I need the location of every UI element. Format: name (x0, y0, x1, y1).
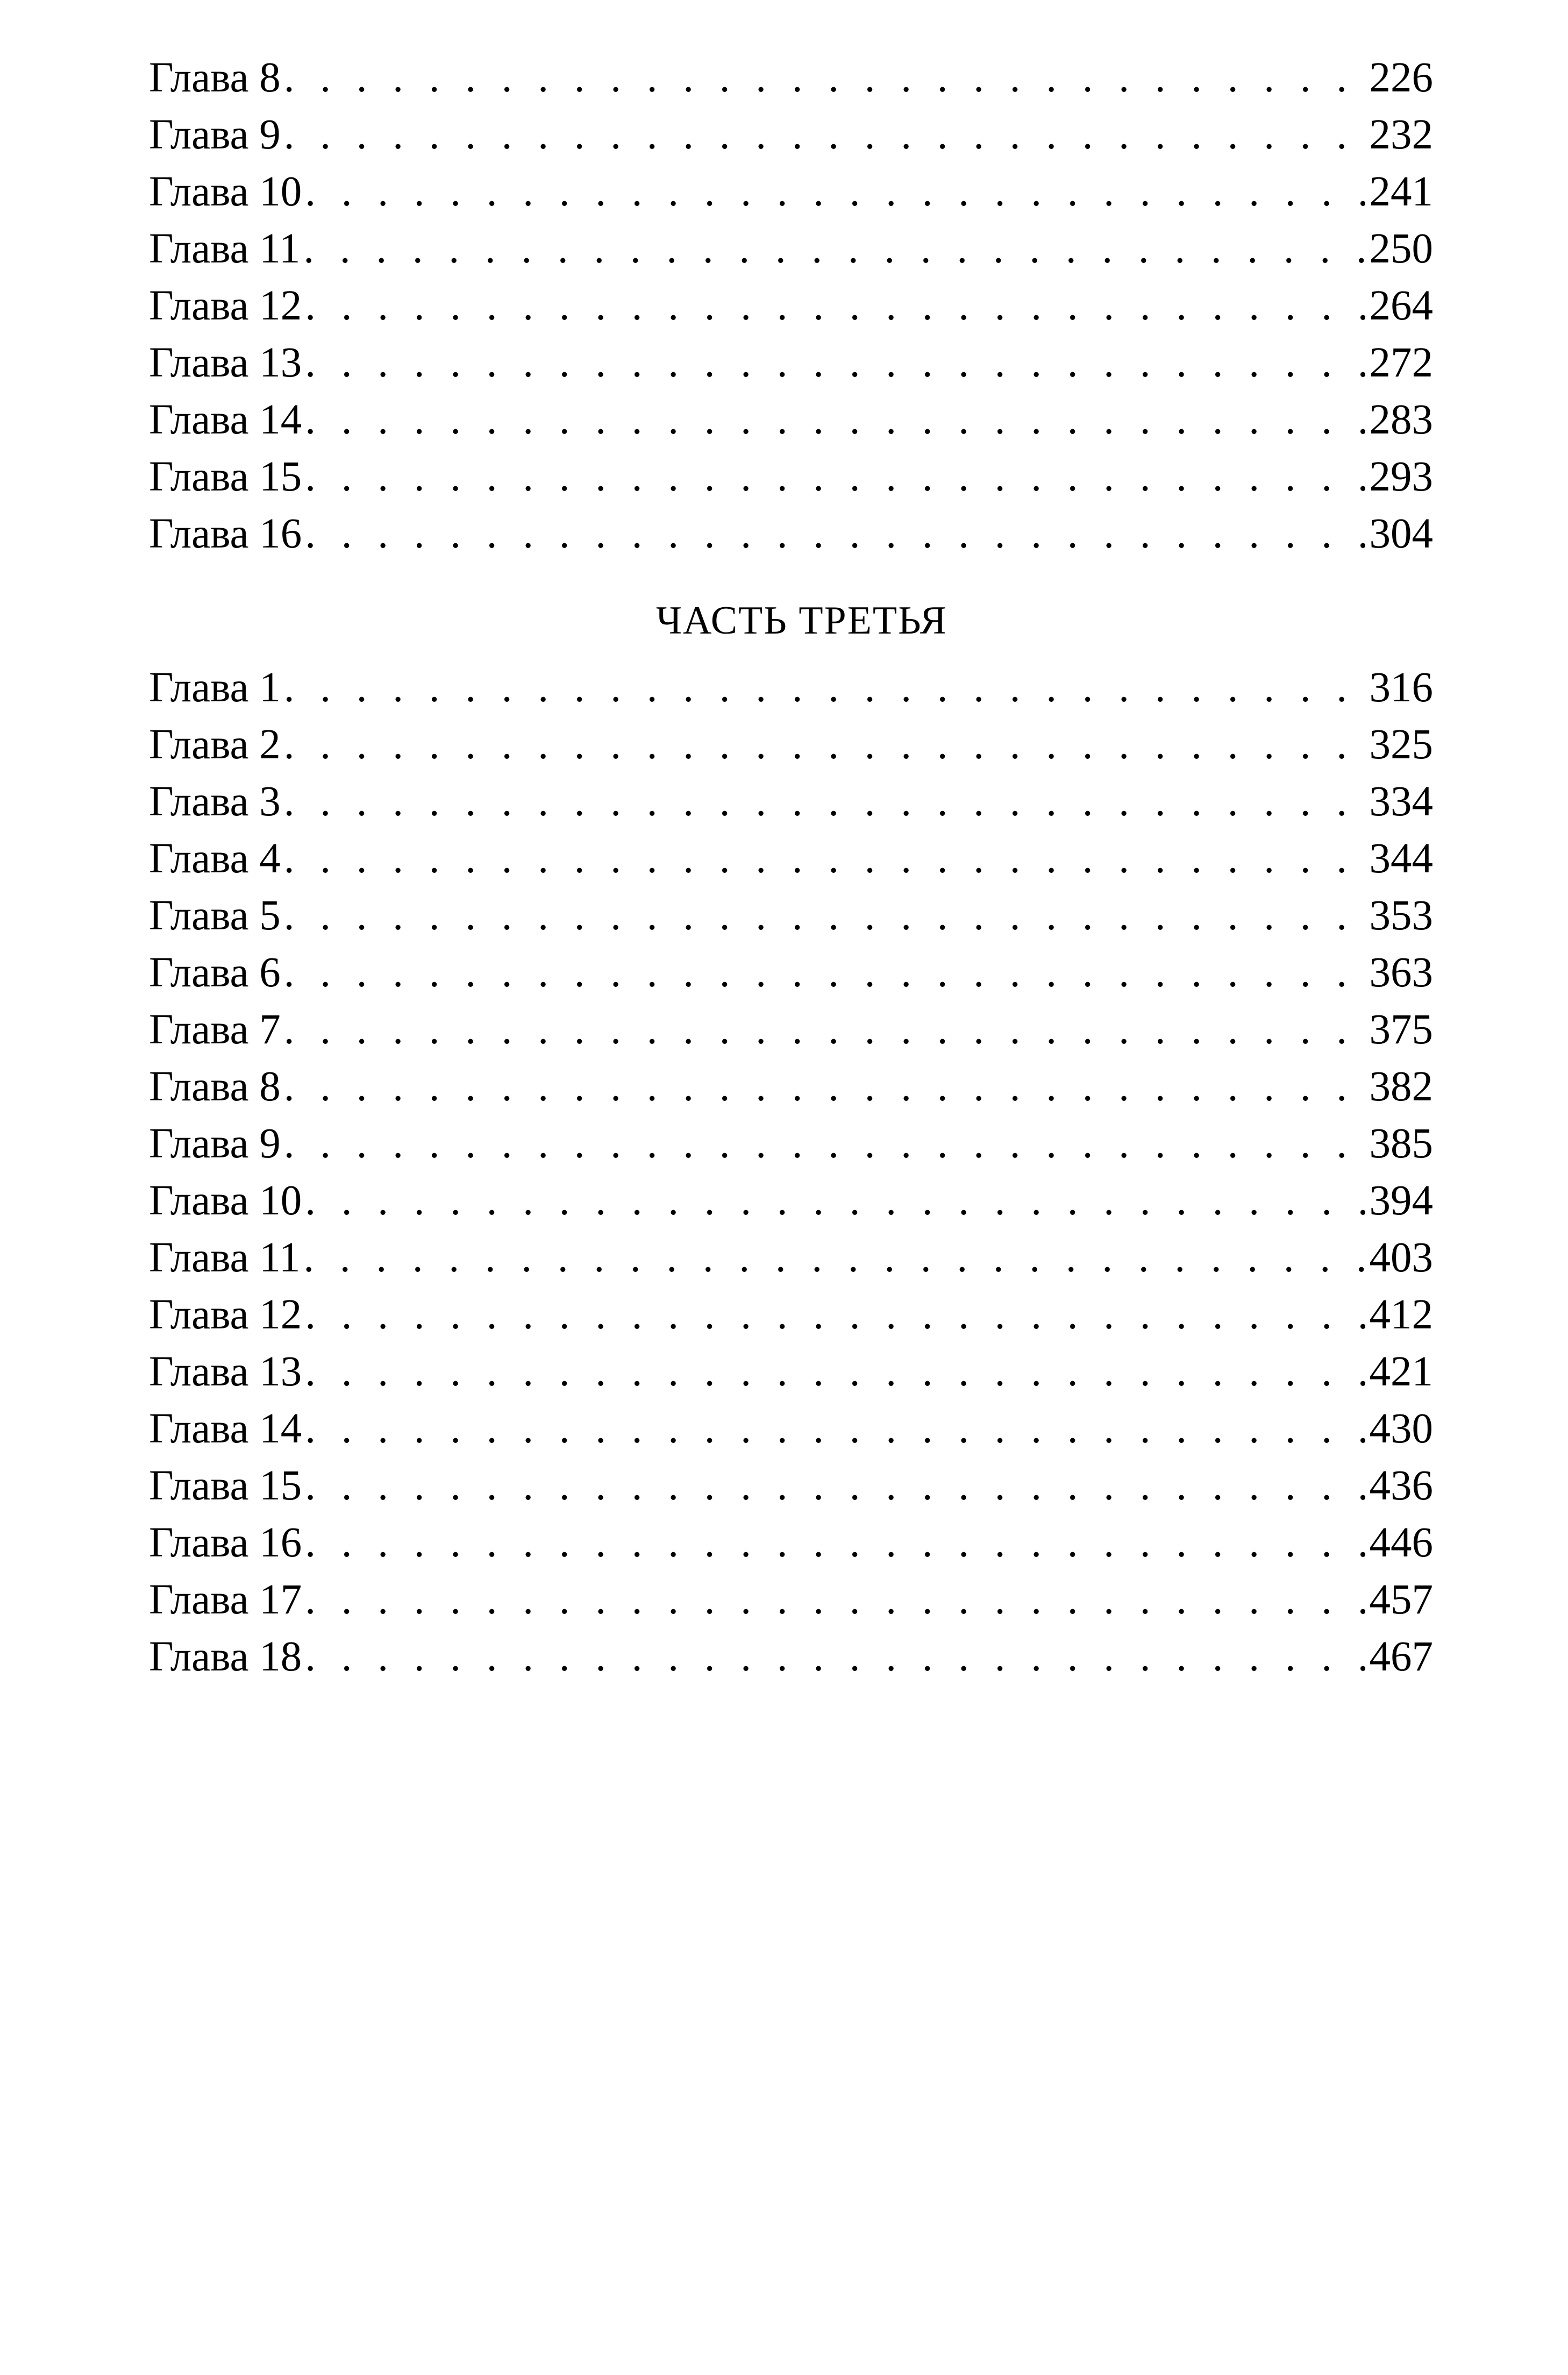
toc-entry-title: Глава 14 (149, 1405, 302, 1452)
dot-leader (303, 1229, 1365, 1286)
toc-entry[interactable] (149, 1058, 1433, 1115)
table-of-contents (149, 49, 1433, 1686)
toc-entry-title: Глава 16 (149, 510, 302, 557)
toc-entry-title: Глава 13 (149, 1348, 302, 1395)
toc-entry-title: Глава 2 (149, 721, 281, 768)
toc-entry-page: 421 (1369, 1348, 1433, 1395)
toc-entry[interactable] (149, 1172, 1433, 1229)
dot-leader (305, 1514, 1365, 1572)
toc-entry-page: 457 (1369, 1576, 1433, 1623)
dot-leader (305, 506, 1365, 563)
dot-leader (284, 49, 1365, 106)
toc-entry-page: 412 (1369, 1291, 1433, 1338)
toc-entry-page: 325 (1369, 721, 1433, 768)
toc-entry-title: Глава 1 (149, 664, 281, 711)
toc-entry-page: 304 (1369, 510, 1433, 557)
dot-leader (305, 278, 1365, 335)
toc-entry[interactable] (149, 1400, 1433, 1457)
dot-leader (305, 1629, 1365, 1686)
toc-entry-title: Глава 7 (149, 1006, 281, 1053)
toc-entry-title: Глава 12 (149, 282, 302, 329)
toc-entry[interactable] (149, 1572, 1433, 1629)
toc-entry-page: 430 (1369, 1405, 1433, 1452)
toc-entry-page: 226 (1369, 54, 1433, 101)
toc-entry-page: 293 (1369, 453, 1433, 500)
toc-entry[interactable] (149, 773, 1433, 830)
toc-entry-page: 403 (1369, 1234, 1433, 1281)
toc-entry-page: 232 (1369, 111, 1433, 158)
dot-leader (303, 221, 1365, 278)
dot-leader (305, 163, 1365, 221)
toc-entry[interactable] (149, 1001, 1433, 1058)
toc-entry[interactable] (149, 1457, 1433, 1514)
dot-leader (284, 106, 1365, 163)
toc-entry-page: 382 (1369, 1063, 1433, 1110)
toc-entry[interactable] (149, 659, 1433, 716)
toc-entry-title: Глава 11 (149, 225, 301, 272)
toc-entry-page: 436 (1369, 1462, 1433, 1509)
toc-entry[interactable] (149, 221, 1433, 278)
toc-entry-page: 334 (1369, 778, 1433, 825)
toc-entry-title: Глава 3 (149, 778, 281, 825)
dot-leader (305, 1572, 1365, 1629)
toc-entry-page: 363 (1369, 949, 1433, 996)
dot-leader (284, 830, 1365, 887)
toc-entry[interactable] (149, 392, 1433, 449)
dot-leader (305, 1343, 1365, 1400)
dot-leader (284, 716, 1365, 773)
toc-entry-page: 316 (1369, 664, 1433, 711)
toc-entry-title: Глава 10 (149, 1177, 302, 1224)
dot-leader (284, 944, 1365, 1001)
toc-entry-page: 385 (1369, 1120, 1433, 1167)
toc-entry-title: Глава 17 (149, 1576, 302, 1623)
toc-entry-title: Глава 12 (149, 1291, 302, 1338)
toc-entry-page: 353 (1369, 892, 1433, 939)
toc-entry-page: 375 (1369, 1006, 1433, 1053)
toc-entry[interactable] (149, 106, 1433, 163)
toc-entry[interactable] (149, 1229, 1433, 1286)
dot-leader (284, 1058, 1365, 1115)
toc-entry[interactable] (149, 887, 1433, 944)
part-heading: ЧАСТЬ ТРЕТЬЯ (655, 599, 948, 643)
toc-entry[interactable] (149, 163, 1433, 221)
dot-leader (305, 1457, 1365, 1514)
toc-entry[interactable] (149, 1286, 1433, 1343)
dot-leader (284, 887, 1365, 944)
toc-entry-title: Глава 4 (149, 835, 281, 882)
toc-entry-title: Глава 8 (149, 54, 281, 101)
toc-entry-page: 446 (1369, 1519, 1433, 1566)
dot-leader (284, 1001, 1365, 1058)
toc-entry[interactable] (149, 335, 1433, 392)
toc-entry[interactable] (149, 716, 1433, 773)
toc-entry[interactable] (149, 1115, 1433, 1172)
toc-entry-page: 344 (1369, 835, 1433, 882)
toc-entry-title: Глава 11 (149, 1234, 301, 1281)
toc-list-part-three (149, 659, 1433, 1686)
toc-entry-title: Глава 5 (149, 892, 281, 939)
toc-entry[interactable] (149, 506, 1433, 563)
toc-entry-title: Глава 13 (149, 339, 302, 386)
toc-entry-page: 467 (1369, 1633, 1433, 1680)
toc-entry-title: Глава 15 (149, 453, 302, 500)
toc-entry[interactable] (149, 1514, 1433, 1572)
toc-entry-title: Глава 9 (149, 1120, 281, 1167)
toc-entry-page: 250 (1369, 225, 1433, 272)
dot-leader (284, 659, 1365, 716)
toc-entry-title: Глава 8 (149, 1063, 281, 1110)
dot-leader (284, 1115, 1365, 1172)
toc-entry-title: Глава 9 (149, 111, 281, 158)
toc-entry-title: Глава 18 (149, 1633, 302, 1680)
toc-entry-title: Глава 14 (149, 396, 302, 443)
dot-leader (305, 392, 1365, 449)
toc-entry[interactable] (149, 49, 1433, 106)
toc-entry-title: Глава 15 (149, 1462, 302, 1509)
dot-leader (305, 449, 1365, 506)
dot-leader (305, 1400, 1365, 1457)
dot-leader (284, 773, 1365, 830)
toc-entry[interactable] (149, 1629, 1433, 1686)
toc-entry-title: Глава 6 (149, 949, 281, 996)
toc-entry[interactable] (149, 830, 1433, 887)
toc-entry-page: 241 (1369, 168, 1433, 215)
toc-entry[interactable] (149, 449, 1433, 506)
toc-entry-page: 272 (1369, 339, 1433, 386)
dot-leader (305, 1172, 1365, 1229)
toc-entry[interactable] (149, 944, 1433, 1001)
toc-entry-page: 264 (1369, 282, 1433, 329)
dot-leader (305, 1286, 1365, 1343)
toc-entry-page: 394 (1369, 1177, 1433, 1224)
toc-entry[interactable] (149, 278, 1433, 335)
dot-leader (305, 335, 1365, 392)
toc-list-part-two (149, 49, 1433, 563)
toc-entry-page: 283 (1369, 396, 1433, 443)
toc-entry-title: Глава 16 (149, 1519, 302, 1566)
toc-entry-title: Глава 10 (149, 168, 302, 215)
toc-entry[interactable] (149, 1343, 1433, 1400)
